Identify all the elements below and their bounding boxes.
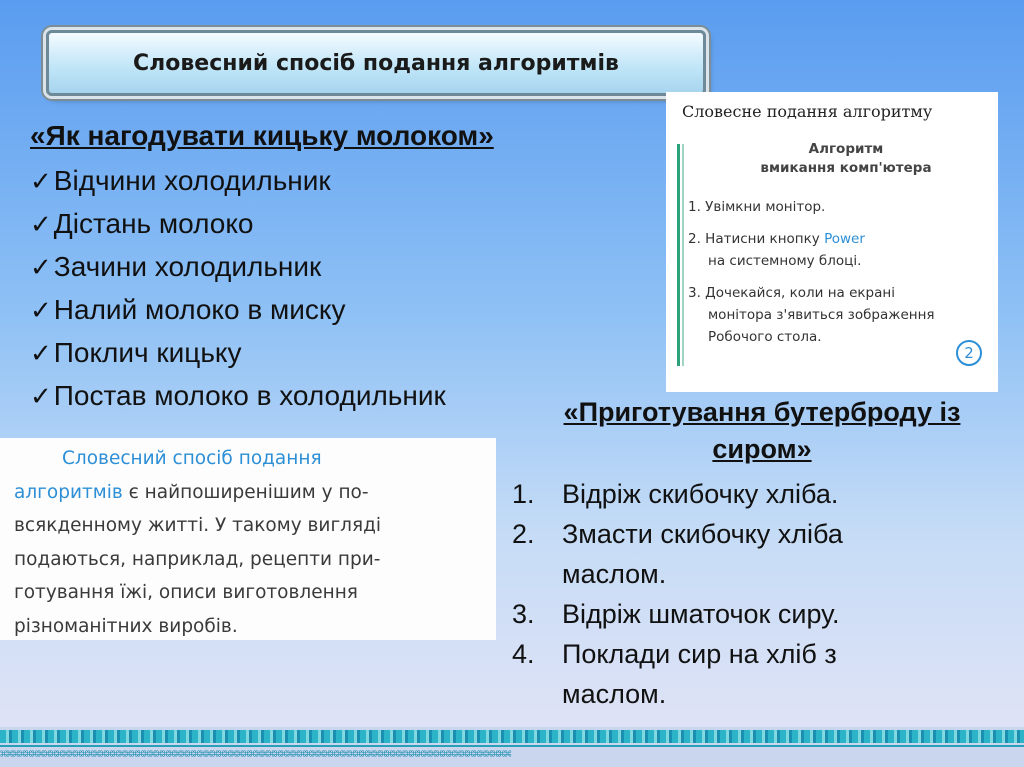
list-item <box>30 246 494 289</box>
algorithm-step-2 <box>688 230 865 249</box>
paragraph-text <box>14 442 484 643</box>
paragraph-line-2: є найпоширенішим у по- <box>122 481 369 503</box>
algorithm-step-3-cont: монітора з'явиться зображення <box>708 307 935 323</box>
list-item-text: Дістань молоко <box>53 208 254 239</box>
sandwich-recipe-section <box>506 394 1018 714</box>
slide-title: Словесний спосіб подання алгоритмів <box>133 50 619 76</box>
checkmark-icon: ✓ <box>30 296 52 326</box>
ornament-border-icon: ⌘⌘⌘⌘⌘⌘⌘⌘⌘⌘⌘⌘⌘⌘⌘⌘⌘⌘⌘⌘⌘⌘⌘⌘⌘⌘⌘⌘⌘⌘⌘⌘⌘⌘⌘⌘⌘⌘⌘⌘⌘⌘⌘⌘⌘⌘⌘⌘⌘⌘⌘⌘⌘⌘⌘⌘⌘⌘⌘⌘⌘⌘⌘⌘⌘⌘⌘⌘⌘⌘⌘⌘⌘⌘⌘⌘⌘⌘⌘⌘⌘⌘ <box>0 747 511 761</box>
list-item <box>30 203 494 246</box>
list-item-text: Відчини холодильник <box>53 165 331 196</box>
cat-recipe-section <box>30 118 494 418</box>
list-item <box>506 474 1018 514</box>
list-item-text: Постав молоко в холодильник <box>53 380 446 411</box>
step-2-text: 2. Натисни кнопку <box>688 231 820 247</box>
step-text: Змасти скибочку хліба <box>562 519 843 549</box>
paragraph-line-5: готування їжі, описи виготовлення <box>14 582 358 603</box>
sandwich-title-line1: «Приготування бутерброду із <box>563 397 961 427</box>
algorithm-title-line1: Алгоритм <box>808 141 884 157</box>
step-text-cont: маслом. <box>562 559 667 589</box>
checkmark-icon: ✓ <box>30 339 52 369</box>
textbook-paragraph-card <box>0 438 496 640</box>
paragraph-line-1: Словесний спосіб подання <box>62 448 322 469</box>
paragraph-term: алгоритмів <box>14 481 123 503</box>
step-number: 1. <box>512 479 535 509</box>
page-number-badge: 2 <box>956 340 982 366</box>
algorithm-step-2-cont: на системному блоці. <box>708 253 862 269</box>
accent-bar <box>677 144 680 366</box>
algorithm-step-1: 1. Увімкни монітор. <box>688 199 826 215</box>
textbook-algorithm-card <box>666 92 998 392</box>
sandwich-title-line2: сиром» <box>712 434 812 464</box>
algorithm-step-3-cont2: Робочого стола. <box>708 329 822 345</box>
checkmark-icon: ✓ <box>30 167 52 197</box>
algorithm-title-line2: вмикання комп'ютера <box>760 160 932 176</box>
paragraph-line-4: подаються, наприклад, рецепти при- <box>14 548 381 570</box>
step-number: 2. <box>512 519 535 549</box>
list-item <box>30 289 494 332</box>
footer-pattern-band <box>0 730 1024 743</box>
step-text: Відріж скибочку хліба. <box>562 479 839 509</box>
list-item <box>506 594 1018 634</box>
paragraph-line-6: різноманітних виробів. <box>14 615 238 637</box>
step-text-cont: маслом. <box>562 679 667 709</box>
accent-bar-light <box>682 144 684 366</box>
checkmark-icon: ✓ <box>30 210 52 240</box>
step-text: Поклади сир на хліб з <box>562 639 837 669</box>
power-keyword: Power <box>824 231 865 247</box>
sandwich-steps <box>506 474 1018 714</box>
list-item-text: Зачини холодильник <box>53 251 322 282</box>
paragraph-line-3: всякденному житті. У такому вигляді <box>14 515 382 536</box>
checkmark-icon: ✓ <box>30 253 52 283</box>
algorithm-step-3: 3. Дочекайся, коли на екрані <box>688 285 895 301</box>
list-item-text: Налий молоко в миску <box>53 294 346 325</box>
slide-title-banner <box>46 30 706 96</box>
list-item <box>30 160 494 203</box>
step-text: Відріж шматочок сиру. <box>562 599 840 629</box>
step-number: 3. <box>512 599 535 629</box>
list-item <box>30 375 494 418</box>
cat-recipe-title: «Як нагодувати кицьку молоком» <box>30 120 494 151</box>
list-item-text: Поклич кицьку <box>53 337 242 368</box>
algorithm-title <box>706 140 986 178</box>
checkmark-icon: ✓ <box>30 382 52 412</box>
step-number: 4. <box>512 639 535 669</box>
decorative-footer <box>0 727 1024 767</box>
list-item <box>506 634 1018 714</box>
textbook-caption: Словесне подання алгоритму <box>682 102 933 121</box>
list-item <box>506 514 1018 594</box>
list-item <box>30 332 494 375</box>
